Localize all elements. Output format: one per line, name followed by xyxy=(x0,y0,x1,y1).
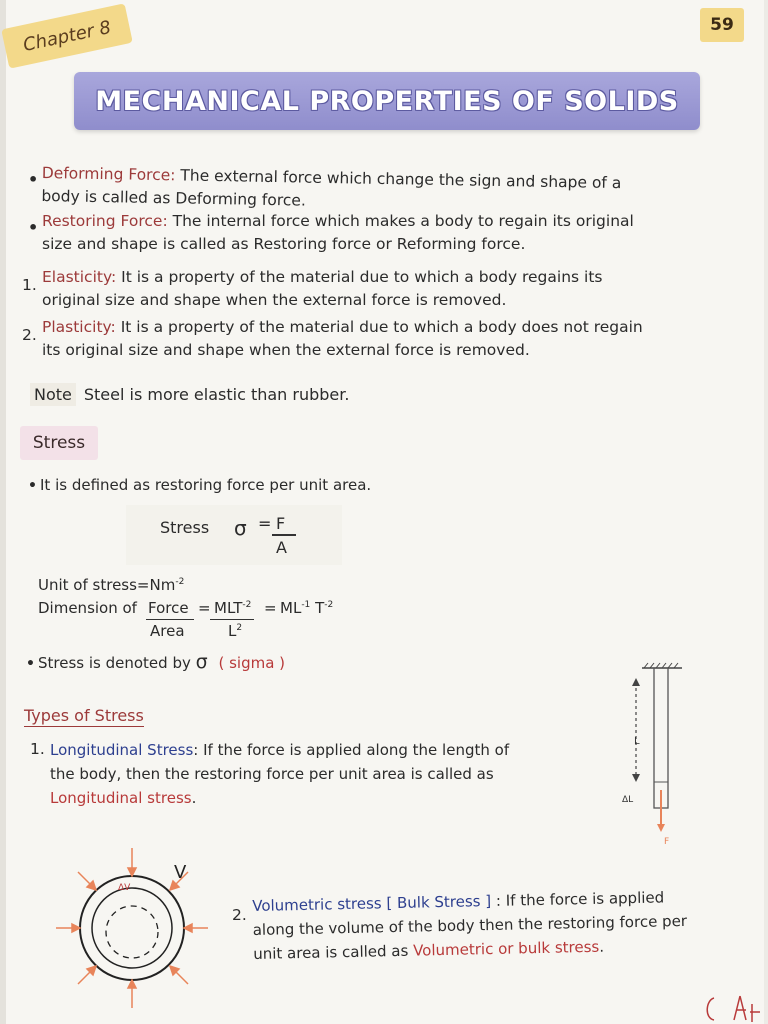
bullet-dot: • xyxy=(28,218,39,237)
definition-term: Deforming Force: xyxy=(41,163,176,185)
inner-dashed-circle xyxy=(106,906,158,958)
formula-label: Stress xyxy=(160,518,210,537)
volumetric-end: . xyxy=(599,937,605,956)
page-edge-right xyxy=(764,0,768,1024)
property-line2: original size and shape when the external force is removed. xyxy=(42,291,507,309)
dimension-mlt-base: MLT xyxy=(214,599,243,617)
denoted-text: Stress is denoted by xyxy=(38,654,191,672)
dimension-result-t-exponent: -2 xyxy=(324,600,334,610)
dimension-result-ml-exponent: -1 xyxy=(301,600,311,610)
volume-label: V xyxy=(174,862,187,883)
stress-denoted xyxy=(38,651,285,675)
volumetric-line1: : If the force is applied xyxy=(490,888,665,910)
section-heading-stress: Stress xyxy=(20,426,98,460)
rod-delta-label: ΔL xyxy=(622,795,634,805)
definition-line1: The internal force which makes a body to regain its original xyxy=(167,212,634,230)
definition-term: Restoring Force: xyxy=(42,212,168,230)
formula-numerator: F xyxy=(276,514,286,533)
rod-force-head xyxy=(657,824,665,832)
dimension-l xyxy=(228,622,242,640)
longitudinal-term-red: Longitudinal stress xyxy=(50,789,192,807)
dimension-equals: = xyxy=(264,599,277,617)
volumetric-term-red: Volumetric or bulk stress xyxy=(412,937,600,960)
delta-v-label: ΔV xyxy=(118,883,131,893)
rod-length-label: L xyxy=(634,736,640,747)
rod-arrow-head xyxy=(632,774,640,782)
unit-of-stress xyxy=(38,576,184,594)
sigma-symbol: σ xyxy=(234,516,247,540)
dimension-l-exponent: 2 xyxy=(236,623,243,633)
handwritten-scribble xyxy=(700,990,766,1024)
formula-equals: = xyxy=(258,514,272,533)
bullet-dot: • xyxy=(26,656,35,672)
dimension-prefix: Dimension of xyxy=(38,599,137,617)
fraction-line xyxy=(272,534,296,536)
dimension-fraction-line xyxy=(146,619,194,620)
property-line2: its original size and shape when the external force is removed. xyxy=(42,341,530,359)
property-elasticity xyxy=(42,266,602,312)
dimension-l-base: L xyxy=(228,622,237,640)
page-title: MECHANICAL PROPERTIES OF SOLIDS xyxy=(95,85,679,117)
longitudinal-term: Longitudinal Stress xyxy=(50,741,194,759)
note-text: Steel is more elastic than rubber. xyxy=(83,385,350,404)
item-number: 1. xyxy=(22,276,37,294)
longitudinal-line1: : If the force is applied along the length of xyxy=(193,741,510,759)
note-label: Note xyxy=(30,383,76,406)
dimension-fraction-line xyxy=(210,619,254,620)
bullet-dot: • xyxy=(28,170,39,189)
outer-circle xyxy=(80,876,184,980)
definition-restoring xyxy=(42,210,634,256)
section-heading-types: Types of Stress xyxy=(24,706,144,725)
property-line1: It is a property of the material due to which a body regains its xyxy=(116,268,603,286)
dimension-mlt xyxy=(214,599,251,617)
longitudinal-end: . xyxy=(191,789,197,807)
volumetric-term: Volumetric stress [ Bulk Stress ] xyxy=(252,891,492,915)
property-term: Plasticity: xyxy=(42,318,116,336)
item-number: 1. xyxy=(30,740,45,758)
longitudinal-stress xyxy=(50,738,509,810)
rod-force-label: F xyxy=(664,837,670,847)
chapter-tag: Chapter 8 xyxy=(1,3,133,68)
volumetric-line3-prefix: unit area is called as xyxy=(253,941,414,963)
item-number: 2. xyxy=(22,326,37,344)
unit-exponent: -2 xyxy=(175,577,185,587)
dimension-denominator: Area xyxy=(150,622,185,640)
item-number: 2. xyxy=(232,906,247,924)
note xyxy=(30,383,349,406)
property-term: Elasticity: xyxy=(42,268,117,286)
definition-line1: The external force which change the sign and shape of a xyxy=(175,166,622,193)
formula-denominator: A xyxy=(276,538,287,557)
dimension-mlt-exponent: -2 xyxy=(242,600,252,610)
rod-arrow-head xyxy=(632,678,640,686)
dimension-result-ml: ML xyxy=(280,599,302,617)
dimension-result xyxy=(280,599,333,617)
denoted-name: ( sigma ) xyxy=(218,654,286,672)
stress-definition: It is defined as restoring force per unit area. xyxy=(40,476,372,494)
page-number: 59 xyxy=(700,8,744,42)
middle-circle xyxy=(92,888,172,968)
unit-text: Unit of stress=Nm xyxy=(38,576,176,594)
property-line1: It is a property of the material due to which a body does not regain xyxy=(115,318,643,336)
title-banner xyxy=(74,72,700,130)
dimension-numerator: Force xyxy=(148,599,189,617)
volumetric-line2: along the volume of the body then the restoring force per xyxy=(252,911,688,939)
rod-diagram xyxy=(612,660,692,850)
definition-line2: body is called as Deforming force. xyxy=(41,186,306,210)
volumetric-stress xyxy=(252,885,688,966)
bullet-dot: • xyxy=(28,478,37,494)
dimension-result-t: T xyxy=(315,599,325,617)
bulk-stress-diagram xyxy=(56,848,216,1008)
dimension-equals: = xyxy=(198,599,211,617)
page-edge xyxy=(0,0,6,1024)
property-plasticity xyxy=(42,316,643,362)
denoted-symbol: σ xyxy=(195,651,208,673)
longitudinal-line2: the body, then the restoring force per unit area is called as xyxy=(50,765,494,783)
rod-body xyxy=(654,668,668,808)
definition-line2: size and shape is called as Restoring force or Reforming force. xyxy=(42,235,526,253)
